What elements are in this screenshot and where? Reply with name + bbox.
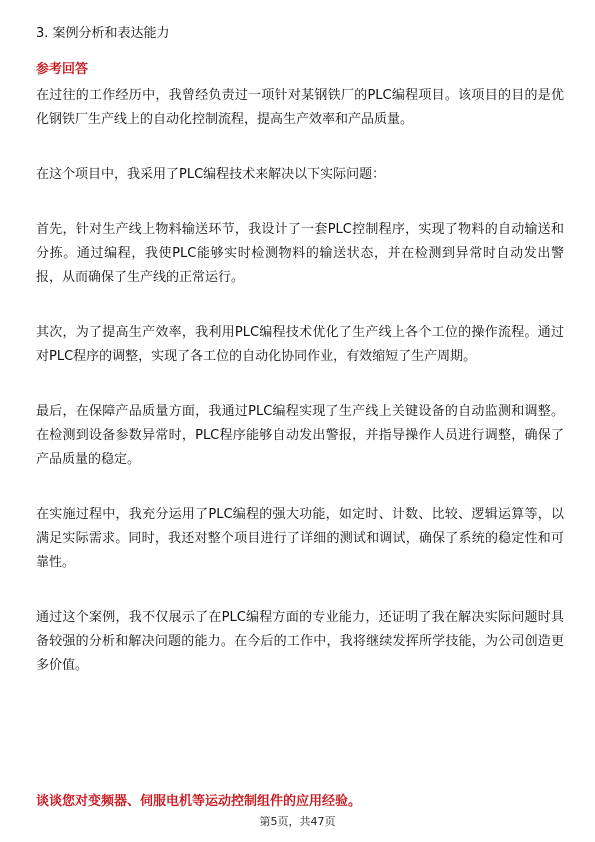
answer-paragraph: 在实施过程中，我充分运用了PLC编程的强大功能，如定时、计数、比较、逻辑运算等，以满足实际需求。同时，我还对整个项目进行了详细的测试和调试，确保了系统的稳定性和可靠性。	[36, 507, 564, 570]
answer-paragraph: 首先，针对生产线上物料输送环节，我设计了一套PLC控制程序，实现了物料的自动输送和分拣。通过编程，我使PLC能够实时检测物料的输送状态，并在检测到异常时自动发出警报，从而确保了生产线的正常运行。	[36, 222, 564, 285]
page-number: 第5页，共47页	[259, 815, 336, 828]
answer-body	[36, 84, 564, 709]
next-question: 谈谈您对变频器、伺服电机等运动控制组件的应用经验。	[36, 794, 362, 809]
section-heading: 3. 案例分析和表达能力	[36, 26, 170, 41]
answer-paragraph: 在这个项目中，我采用了PLC编程技术来解决以下实际问题：	[36, 167, 386, 182]
answer-paragraph: 最后，在保障产品质量方面，我通过PLC编程实现了生产线上关键设备的自动监测和调整。在检测到设备参数异常时，PLC程序能够自动发出警报，并指导操作人员进行调整，确保了产品质量的稳定。	[36, 404, 564, 467]
answer-paragraph: 在过往的工作经历中，我曾经负责过一项针对某钢铁厂的PLC编程项目。该项目的目的是优化钢铁厂生产线上的自动化控制流程，提高生产效率和产品质量。	[36, 88, 564, 127]
answer-paragraph: 通过这个案例，我不仅展示了在PLC编程方面的专业能力，还证明了我在解决实际问题时具备较强的分析和解决问题的能力。在今后的工作中，我将继续发挥所学技能，为公司创造更多价值。	[36, 610, 564, 673]
answer-label: 参考回答	[36, 62, 89, 77]
answer-paragraph: 其次，为了提高生产效率，我利用PLC编程技术优化了生产线上各个工位的操作流程。通过对PLC程序的调整，实现了各工位的自动化协同作业，有效缩短了生产周期。	[36, 325, 564, 364]
